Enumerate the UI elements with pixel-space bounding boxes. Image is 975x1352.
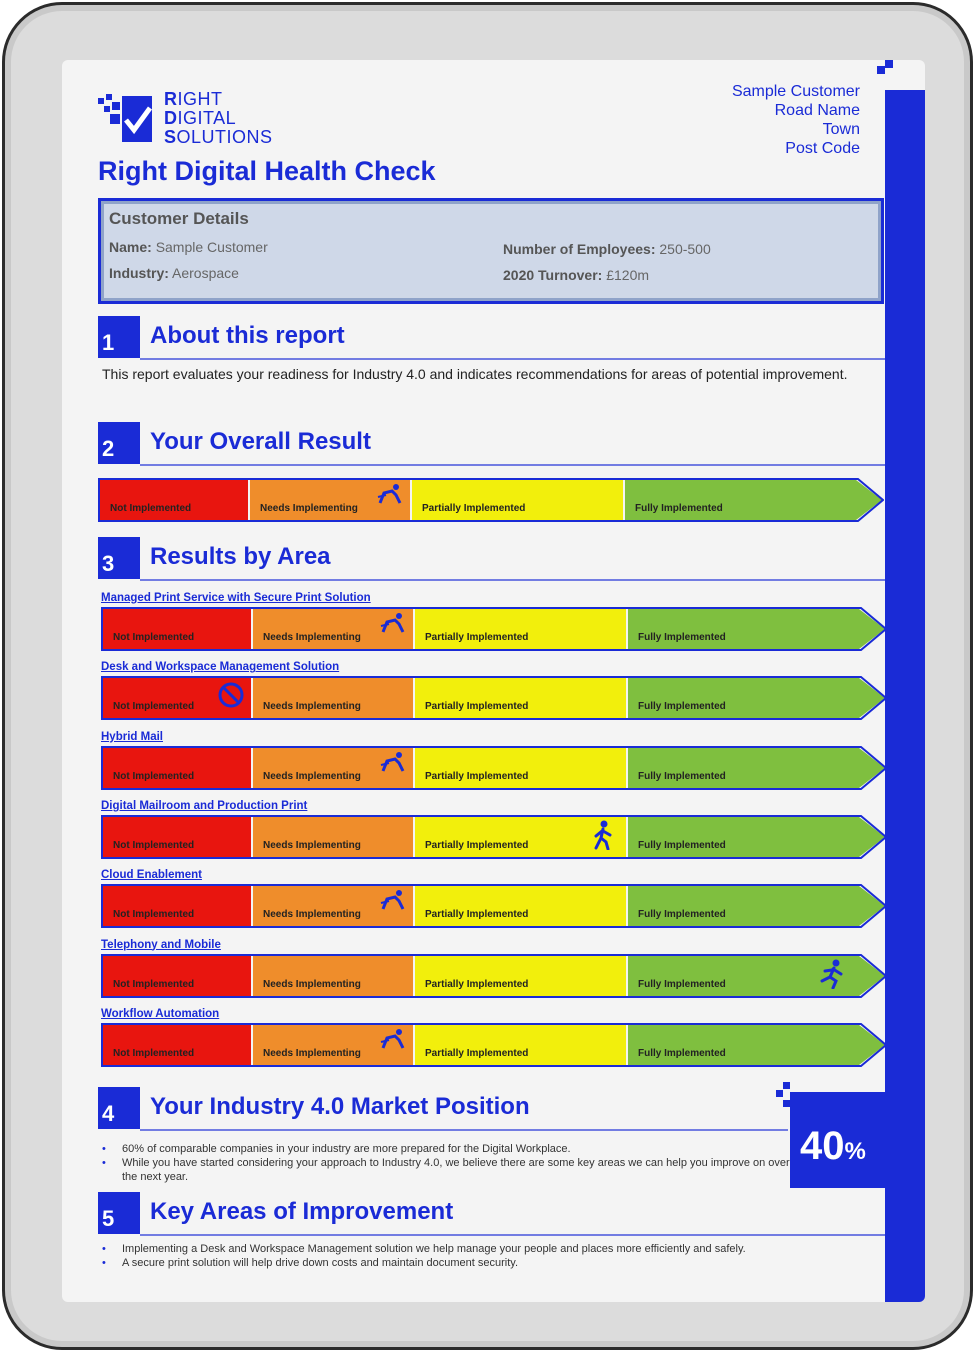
scale-bar-graphic — [101, 745, 887, 791]
scale-segment — [253, 956, 413, 996]
list-item: • 60% of comparable companies in your industry are more prepared for the Digital Workplace. — [102, 1142, 792, 1156]
scale-segment — [628, 678, 885, 718]
scale-segment — [625, 480, 882, 520]
section-divider — [140, 1234, 886, 1236]
section-results-by-area — [98, 537, 886, 581]
section-number: 2 — [98, 422, 140, 464]
scale-segment-label: Needs Implementing — [263, 1047, 361, 1059]
customer-turnover: 2020 Turnover: £120m — [503, 267, 650, 283]
scale-bar-graphic — [101, 953, 887, 999]
scale-segment-label: Partially Implemented — [425, 770, 529, 782]
section-divider — [140, 464, 886, 466]
section-overall-result — [98, 422, 886, 466]
scale-segment-label: Fully Implemented — [638, 909, 726, 921]
scale-segment-label: Needs Implementing — [263, 839, 361, 851]
sidebar-accent — [885, 90, 925, 1302]
scale-segment-label: Partially Implemented — [425, 632, 529, 643]
scale-segment-label: Not Implemented — [113, 1047, 195, 1059]
address-name: Sample Customer — [731, 83, 860, 100]
scale-segment — [628, 609, 885, 649]
address-postcode: Post Code — [785, 140, 860, 157]
address-town: Town — [822, 121, 860, 138]
scale-segment — [415, 609, 626, 649]
scale-segment — [103, 1025, 251, 1065]
scale-segment-label: Not Implemented — [113, 978, 195, 990]
section-divider — [140, 579, 886, 581]
scale-segment-label: Partially Implemented — [422, 503, 526, 514]
section-market-position — [98, 1087, 788, 1131]
scale-segment-label: Partially Implemented — [425, 839, 529, 851]
scale-segment — [628, 817, 885, 857]
scale-segment — [103, 817, 251, 857]
customer-name: Name: Sample Customer — [109, 239, 268, 255]
scale-bar-graphic — [101, 883, 887, 929]
scale-segment-label: Partially Implemented — [425, 701, 529, 713]
scale-segment-label: Fully Implemented — [638, 839, 726, 851]
scale-segment — [628, 956, 885, 996]
section-number: 3 — [98, 537, 140, 579]
scale-segment-label: Needs Implementing — [263, 978, 361, 990]
area-name: Hybrid Mail — [101, 730, 163, 743]
scale-segment-label: Fully Implemented — [638, 632, 726, 643]
customer-details-heading: Customer Details — [109, 209, 249, 228]
address-road: Road Name — [774, 102, 860, 119]
about-text: This report evaluates your readiness for Industry 4.0 and indicates recommendations for areas of potential improvement. — [102, 366, 848, 382]
section-title: Key Areas of Improvement — [150, 1198, 454, 1225]
area-name: Desk and Workspace Management Solution — [101, 661, 340, 674]
section-key-areas — [98, 1192, 886, 1236]
scale-segment — [412, 480, 623, 520]
scale-segment-label: Not Implemented — [113, 839, 195, 851]
scale-segment — [100, 480, 248, 520]
scale-segment-label: Fully Implemented — [638, 701, 726, 713]
scale-segment — [628, 748, 885, 788]
area-name: Managed Print Service with Secure Print Solution — [101, 592, 371, 604]
section-about — [98, 316, 886, 360]
scale-bar-graphic — [101, 814, 887, 860]
pixel-decoration — [877, 66, 885, 74]
customer-details-panel — [98, 198, 884, 304]
scale-segment — [415, 1025, 626, 1065]
scale-segment — [103, 956, 251, 996]
customer-industry: Industry: Aerospace — [109, 265, 239, 281]
logo-text: RIGHT DIGITAL SOLUTIONS — [164, 89, 273, 147]
list-item: • Implementing a Desk and Workspace Management solution we help manage your people and places more efficiently and safely. — [102, 1242, 882, 1256]
scale-segment — [253, 817, 413, 857]
list-item: • While you have started considering your approach to Industry 4.0, we believe there are some key areas we can help you improve on over the next year. — [102, 1156, 792, 1184]
scale-segment-label: Partially Implemented — [425, 1047, 529, 1059]
scale-segment — [253, 678, 413, 718]
scale-segment-label: Needs Implementing — [263, 701, 361, 713]
market-percent-badge — [790, 1092, 885, 1188]
section-number: 4 — [98, 1087, 140, 1129]
scale-segment-label: Fully Implemented — [638, 978, 726, 990]
scale-segment — [628, 1025, 885, 1065]
scale-bar-graphic — [98, 477, 884, 523]
market-position-bullets — [102, 1142, 792, 1184]
key-areas-bullets — [102, 1242, 882, 1270]
scale-segment — [628, 886, 885, 926]
scale-segment-label: Fully Implemented — [638, 770, 726, 782]
scale-segment — [103, 886, 251, 926]
area-name: Cloud Enablement — [101, 869, 202, 882]
scale-segment-label: Not Implemented — [113, 701, 195, 713]
scale-segment-label: Partially Implemented — [425, 978, 529, 990]
scale-bar-graphic — [101, 606, 887, 652]
section-divider — [140, 1129, 788, 1131]
scale-segment-label: Needs Implementing — [263, 770, 361, 782]
scale-segment-label: Fully Implemented — [635, 503, 723, 514]
section-title: About this report — [150, 322, 345, 349]
scale-segment — [103, 748, 251, 788]
area-name: Telephony and Mobile — [101, 938, 221, 951]
customer-employees: Number of Employees: 250-500 — [503, 241, 711, 257]
market-percent-value: 40% — [800, 1124, 866, 1168]
scale-segment-label: Not Implemented — [113, 770, 195, 782]
company-logo — [98, 90, 298, 152]
section-number: 1 — [98, 316, 140, 358]
scale-segment-label: Not Implemented — [113, 909, 195, 921]
scale-segment — [415, 886, 626, 926]
scale-segment-label: Needs Implementing — [263, 909, 361, 921]
section-divider — [140, 358, 886, 360]
customer-address — [732, 82, 860, 158]
section-number: 5 — [98, 1192, 140, 1234]
scale-segment — [103, 609, 251, 649]
section-title: Your Industry 4.0 Market Position — [150, 1093, 530, 1120]
tablet-frame — [2, 2, 973, 1350]
section-title: Results by Area — [150, 543, 331, 570]
scale-segment — [415, 956, 626, 996]
scale-segment-label: Needs Implementing — [260, 503, 358, 514]
scale-segment-label: Not Implemented — [110, 503, 192, 514]
scale-segment-label: Fully Implemented — [638, 1047, 726, 1059]
scale-segment-label: Partially Implemented — [425, 909, 529, 921]
page-title: Right Digital Health Check — [98, 156, 436, 186]
area-name: Digital Mailroom and Production Print — [101, 799, 308, 812]
area-name: Workflow Automation — [101, 1007, 220, 1020]
scale-bar-graphic — [101, 1022, 887, 1068]
section-title: Your Overall Result — [150, 428, 371, 455]
scale-segment-label: Not Implemented — [113, 632, 195, 643]
pixel-decoration — [885, 60, 893, 68]
scale-segment-label: Needs Implementing — [263, 632, 361, 643]
logo-mark-icon — [98, 94, 154, 146]
scale-segment — [415, 678, 626, 718]
scale-segment — [415, 748, 626, 788]
list-item: • A secure print solution will help drive down costs and maintain document security. — [102, 1256, 882, 1270]
report-page — [62, 60, 925, 1302]
